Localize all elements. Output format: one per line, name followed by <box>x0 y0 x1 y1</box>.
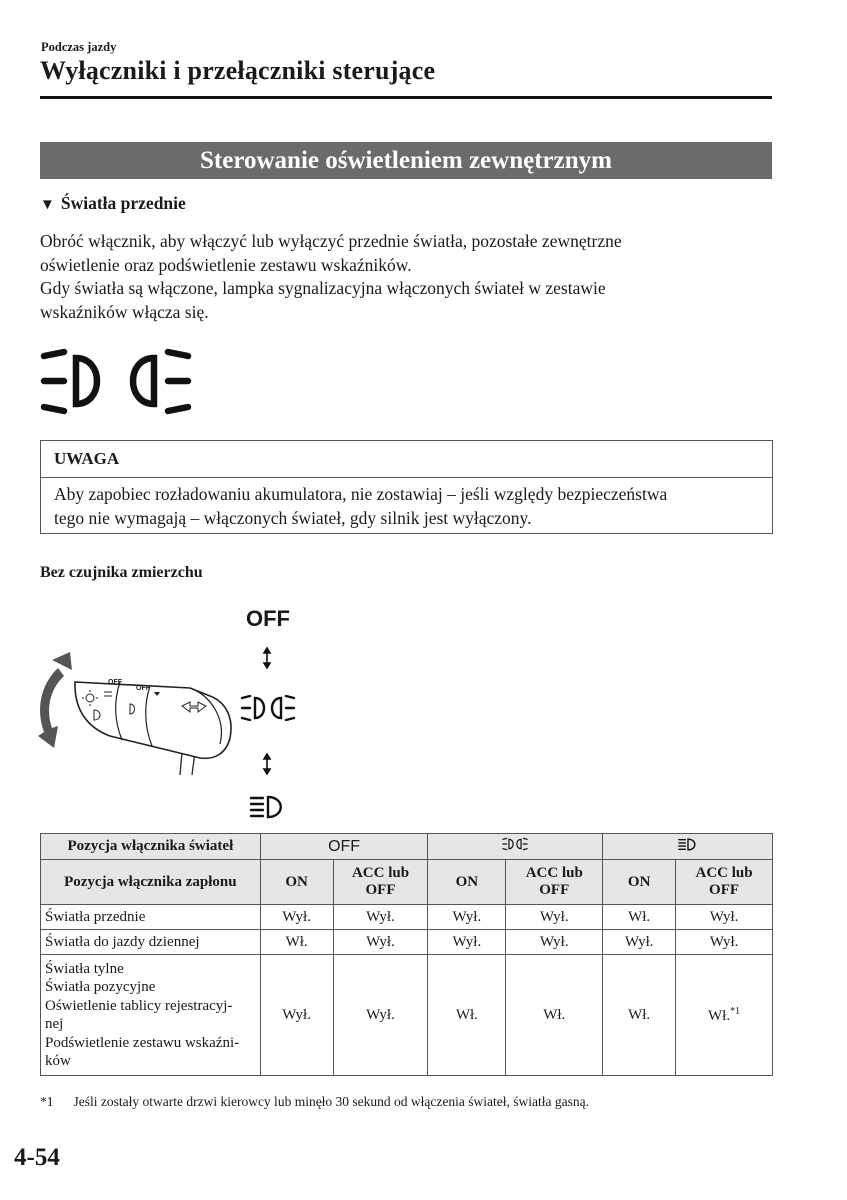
table-cell: Wył. <box>506 930 603 955</box>
subheading <box>40 193 186 214</box>
table-cell: Wył. <box>428 905 506 930</box>
table-cell: Wł. <box>506 955 603 1076</box>
ignition-acc: ACC lub OFF <box>333 860 428 905</box>
intro-line: wskaźników włącza się. <box>40 301 209 322</box>
triangle-marker-icon: ▼ <box>40 197 55 213</box>
header-light-switch: Pozycja włącznika świateł <box>41 834 261 860</box>
ignition-on: ON <box>603 860 676 905</box>
ignition-acc: ACC lub OFF <box>676 860 773 905</box>
intro-line: Gdy światła są włączone, lampka sygnalizacyjna włączonych świateł w zestawie <box>40 278 606 299</box>
intro-line: Obróć włącznik, aby włączyć lub wyłączyć przednie światła, pozostałe zewnętrzne <box>40 231 622 251</box>
warning-line: tego nie wymagają – włączonych świateł, gdy silnik jest wyłączony. <box>54 507 532 528</box>
parking-light-icon <box>498 837 532 851</box>
off-position-label: OFF <box>246 606 290 631</box>
table-row <box>41 930 773 955</box>
table-cell: Wł. <box>260 930 333 955</box>
page-number: 4-54 <box>14 1144 60 1171</box>
intro-line: oświetlenie oraz podświetlenie zestawu wskaźników. <box>40 254 412 275</box>
subheading-text: Światła przednie <box>60 193 186 213</box>
light-status-table <box>40 833 773 1076</box>
table-cell: Wł. <box>428 955 506 1076</box>
footnote-mark: *1 <box>40 1094 54 1109</box>
headlight-position-indicator-icon <box>38 345 194 422</box>
footnote <box>40 1094 589 1110</box>
ignition-on: ON <box>428 860 506 905</box>
row-label: Światła do jazdy dziennej <box>41 930 261 955</box>
table-cell: Wył. <box>506 905 603 930</box>
col-off: OFF <box>260 834 428 860</box>
warning-box <box>40 440 773 534</box>
double-arrow-icon <box>262 753 272 780</box>
table-cell: Wył. <box>676 930 773 955</box>
table-cell: Wł. <box>603 905 676 930</box>
low-beam-headlight-icon <box>249 793 287 826</box>
stalk-off-label: OFF <box>136 685 150 692</box>
header-ignition: Pozycja włącznika zapłonu <box>41 860 261 905</box>
intro-paragraph <box>40 230 770 324</box>
row-label: Światła tylne Światła pozycyjne Oświetlenie tablicy rejestracyj- nej Podświetlenie zestawu wskaźni- ków <box>41 955 261 1076</box>
table-cell: Wył. <box>428 930 506 955</box>
low-beam-headlight-icon <box>677 837 699 852</box>
table-cell: Wył. <box>333 955 428 1076</box>
double-arrow-icon <box>262 647 272 674</box>
table-cell: Wył. <box>676 905 773 930</box>
section-banner: Sterowanie oświetleniem zewnętrznym <box>40 142 772 179</box>
footnote-text: Jeśli zostały otwarte drzwi kierowcy lub minęło 30 sekund od włączenia świateł, światła gasną. <box>73 1094 589 1109</box>
col-headlight <box>603 834 773 860</box>
ignition-acc: ACC lub OFF <box>506 860 603 905</box>
table-cell: Wył. <box>260 955 333 1076</box>
diagram-heading: Bez czujnika zmierzchu <box>40 564 203 581</box>
table-cell: Wył. <box>603 930 676 955</box>
col-parking <box>428 834 603 860</box>
stalk-off-label: OFF <box>108 679 122 686</box>
footnote-ref: *1 <box>730 1005 741 1017</box>
title-rule <box>40 96 772 99</box>
table-row <box>41 905 773 930</box>
parking-light-icon <box>240 693 296 728</box>
light-switch-stalk-illustration <box>30 640 240 785</box>
page-title: Wyłączniki i przełączniki sterujące <box>40 56 436 85</box>
table-cell: Wył. <box>333 905 428 930</box>
table-cell: Wył. <box>333 930 428 955</box>
table-row <box>41 955 773 1076</box>
row-label: Światła przednie <box>41 905 261 930</box>
table-cell: Wył. <box>260 905 333 930</box>
table-cell: Wł. <box>603 955 676 1076</box>
warning-line: Aby zapobiec rozładowaniu akumulatora, nie zostawiaj – jeśli względy bezpieczeństwa <box>54 484 668 504</box>
ignition-on: ON <box>260 860 333 905</box>
warning-header <box>41 441 772 478</box>
table-cell: Wł.$^{*1}$ <box>676 955 773 1076</box>
section-label: Podczas jazdy <box>41 40 117 54</box>
warning-text <box>54 483 764 530</box>
warning-title: UWAGA <box>54 449 120 468</box>
